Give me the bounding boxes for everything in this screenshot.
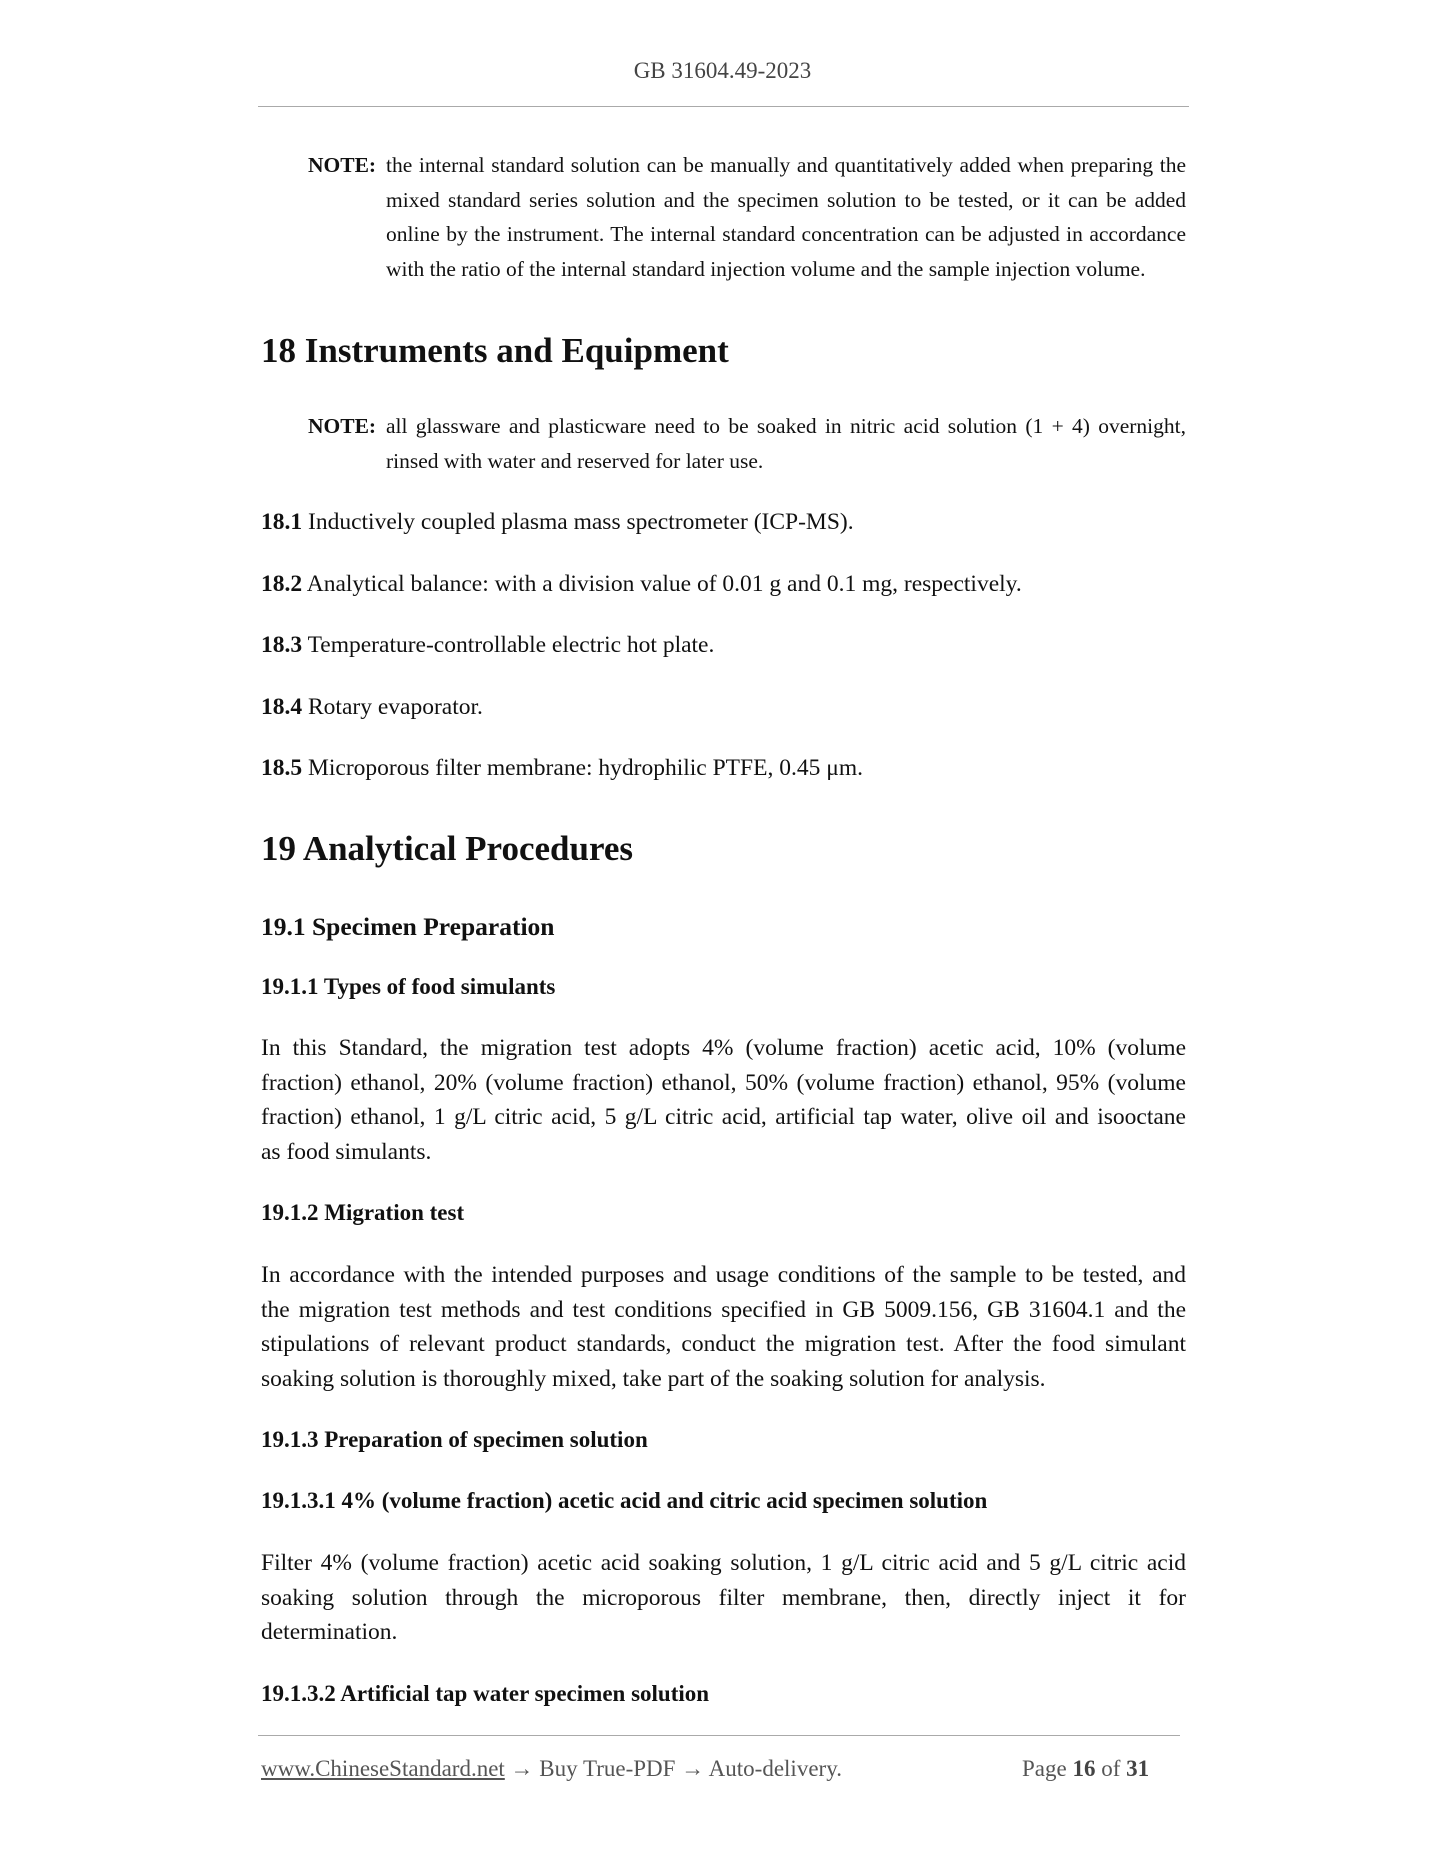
section-19-1-1-heading: 19.1.1 Types of food simulants (261, 974, 556, 999)
item-number: 18.2 (261, 571, 303, 597)
note-glassware (308, 409, 1186, 478)
paragraph-acetic-acid-specimen (261, 1546, 1186, 1650)
paragraph-line: fraction) ethanol, 20% (volume fraction) ethanol, 50% (volume fraction) ethanol, 95% (volume (261, 1069, 1186, 1096)
document-id-header: GB 31604.49-2023 (633, 58, 812, 83)
arrow-right-icon: → (510, 1756, 534, 1781)
item-number: 18.5 (261, 755, 303, 781)
paragraph-line: In this Standard, the migration test adopts 4% (volume fraction) acetic acid, 10% (volume (261, 1035, 1186, 1061)
item-text: Rotary evaporator. (308, 694, 483, 720)
note-internal-standard (308, 148, 1186, 286)
section-19-1-3-2-heading: 19.1.3.2 Artificial tap water specimen solution (261, 1681, 710, 1706)
note-line: the internal standard solution can be manually and quantitatively added when preparing the (386, 153, 1186, 177)
item-text: Inductively coupled plasma mass spectrometer (ICP-MS). (308, 509, 854, 535)
paragraph-line: as food simulants. (261, 1138, 432, 1165)
note-line: mixed standard series solution and the specimen solution to be tested, or it can be added (386, 187, 1186, 212)
paragraph-line: the migration test methods and test conditions specified in GB 5009.156, GB 31604.1 and the (261, 1296, 1186, 1323)
website-link[interactable]: www.ChineseStandard.net (261, 1756, 505, 1781)
section-19-1-2-heading: 19.1.2 Migration test (261, 1200, 465, 1225)
paragraph-line: In accordance with the intended purposes and usage conditions of the sample to be tested, and (261, 1262, 1186, 1288)
item-18-5 (261, 751, 1186, 786)
footer-links (261, 1752, 842, 1787)
item-text: Analytical balance: with a division value of 0.01 g and 0.1 mg, respectively. (306, 571, 1022, 597)
item-number: 18.1 (261, 509, 303, 535)
buy-true-pdf-text: Buy True-PDF (539, 1756, 676, 1781)
item-18-4 (261, 690, 1186, 725)
paragraph-line: fraction) ethanol, 1 g/L citric acid, 5 g/L citric acid, artificial tap water, olive oil and isooctane (261, 1104, 1186, 1131)
item-18-3 (261, 628, 1186, 663)
note-line: all glassware and plasticware need to be soaked in nitric acid solution (1 + 4) overnight, (386, 414, 1186, 438)
footer-divider (258, 1735, 1180, 1736)
item-text: Microporous filter membrane: hydrophilic PTFE, 0.45 μm. (308, 755, 863, 781)
item-text: Temperature-controllable electric hot plate. (307, 632, 715, 658)
page-label: Page (1022, 1756, 1067, 1781)
note-line: rinsed with water and reserved for later use. (386, 448, 764, 473)
item-number: 18.3 (261, 632, 303, 658)
section-19-1-heading: 19.1 Specimen Preparation (261, 912, 555, 941)
note-line: online by the instrument. The internal standard concentration can be adjusted in accordance (386, 222, 1186, 247)
header-divider (258, 106, 1189, 107)
item-number: 18.4 (261, 694, 303, 720)
section-19-1-3-heading: 19.1.3 Preparation of specimen solution (261, 1427, 648, 1452)
paragraph-line: Filter 4% (volume fraction) acetic acid soaking solution, 1 g/L citric acid and 5 g/L citric acid (261, 1550, 1186, 1576)
of-label: of (1101, 1756, 1121, 1781)
total-pages: 31 (1126, 1756, 1150, 1781)
section-19-1-3-1-heading: 19.1.3.1 4% (volume fraction) acetic acid and citric acid specimen solution (261, 1488, 988, 1513)
note-label: NOTE: (308, 414, 377, 438)
section-19-heading: 19 Analytical Procedures (261, 829, 634, 868)
arrow-right-icon: → (681, 1756, 705, 1781)
paragraph-line: stipulations of relevant product standards, conduct the migration test. After the food simulant (261, 1331, 1186, 1358)
paragraph-food-simulants (261, 1031, 1186, 1169)
auto-delivery-text: Auto-delivery. (708, 1756, 842, 1781)
paragraph-line: soaking solution through the microporous filter membrane, then, directly inject it for (261, 1584, 1186, 1611)
note-label: NOTE: (308, 153, 377, 177)
page-number: 16 (1072, 1756, 1096, 1781)
section-18-heading: 18 Instruments and Equipment (261, 331, 729, 370)
paragraph-migration-test (261, 1258, 1186, 1396)
paragraph-line: determination. (261, 1619, 398, 1646)
page-indicator (1022, 1752, 1149, 1787)
note-line: with the ratio of the internal standard injection volume and the sample injection volume. (386, 256, 1146, 281)
paragraph-line: soaking solution is thoroughly mixed, take part of the soaking solution for analysis. (261, 1365, 1046, 1392)
item-18-2 (261, 567, 1186, 602)
item-18-1 (261, 505, 1186, 540)
